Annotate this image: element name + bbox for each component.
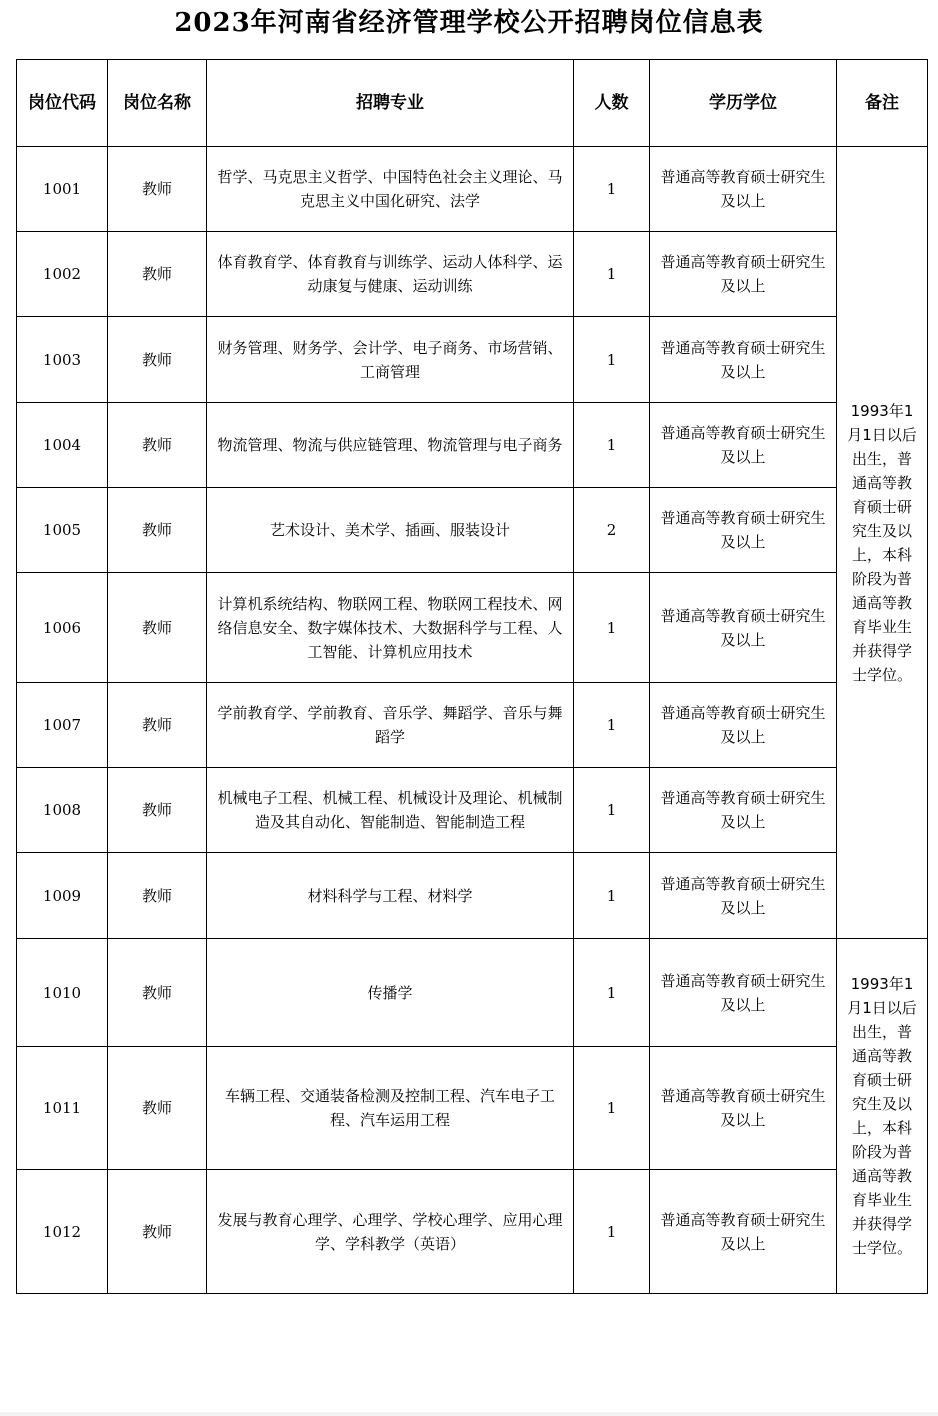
cell-major: 发展与教育心理学、心理学、学校心理学、应用心理学、学科教学（英语） — [207, 1170, 574, 1294]
header-code: 岗位代码 — [17, 60, 108, 147]
table-row — [17, 403, 928, 488]
cell-count: 1 — [574, 317, 650, 403]
cell-count: 1 — [574, 853, 650, 939]
cell-education: 普通高等教育硕士研究生及以上 — [650, 1047, 837, 1170]
cell-count: 1 — [574, 1047, 650, 1170]
recruitment-table — [16, 59, 928, 1294]
cell-count: 1 — [574, 573, 650, 683]
cell-code: 1007 — [17, 683, 108, 768]
table-row — [17, 147, 928, 232]
cell-major: 计算机系统结构、物联网工程、物联网工程技术、网络信息安全、数字媒体技术、大数据科学与工程、人工智能、计算机应用技术 — [207, 573, 574, 683]
cell-major: 材料科学与工程、材料学 — [207, 853, 574, 939]
table-row — [17, 1047, 928, 1170]
cell-count: 1 — [574, 683, 650, 768]
cell-count: 2 — [574, 488, 650, 573]
cell-name: 教师 — [108, 1047, 207, 1170]
cell-name: 教师 — [108, 403, 207, 488]
cell-count: 1 — [574, 232, 650, 317]
cell-major: 机械电子工程、机械工程、机械设计及理论、机械制造及其自动化、智能制造、智能制造工程 — [207, 768, 574, 853]
table-row — [17, 683, 928, 768]
cell-education: 普通高等教育硕士研究生及以上 — [650, 317, 837, 403]
page-bottom-divider — [0, 1412, 938, 1416]
cell-major: 财务管理、财务学、会计学、电子商务、市场营销、工商管理 — [207, 317, 574, 403]
cell-education: 普通高等教育硕士研究生及以上 — [650, 683, 837, 768]
header-major: 招聘专业 — [207, 60, 574, 147]
cell-name: 教师 — [108, 232, 207, 317]
cell-count: 1 — [574, 1170, 650, 1294]
cell-name: 教师 — [108, 147, 207, 232]
cell-name: 教师 — [108, 768, 207, 853]
cell-code: 1011 — [17, 1047, 108, 1170]
table-row — [17, 853, 928, 939]
table-row — [17, 573, 928, 683]
cell-count: 1 — [574, 147, 650, 232]
page-title: 2023年河南省经济管理学校公开招聘岗位信息表 — [174, 8, 764, 38]
cell-count: 1 — [574, 403, 650, 488]
table-row — [17, 768, 928, 853]
header-count: 人数 — [574, 60, 650, 147]
cell-major: 传播学 — [207, 939, 574, 1047]
cell-note-group1: 1993年1月1日以后出生，普通高等教育硕士研究生及以上，本科阶段为普通高等教育毕业生并获得学士学位。 — [837, 147, 928, 939]
cell-education: 普通高等教育硕士研究生及以上 — [650, 939, 837, 1047]
cell-name: 教师 — [108, 488, 207, 573]
cell-education: 普通高等教育硕士研究生及以上 — [650, 403, 837, 488]
header-name: 岗位名称 — [108, 60, 207, 147]
cell-education: 普通高等教育硕士研究生及以上 — [650, 573, 837, 683]
cell-code: 1009 — [17, 853, 108, 939]
cell-education: 普通高等教育硕士研究生及以上 — [650, 147, 837, 232]
cell-major: 物流管理、物流与供应链管理、物流管理与电子商务 — [207, 403, 574, 488]
cell-code: 1005 — [17, 488, 108, 573]
cell-code: 1002 — [17, 232, 108, 317]
table-row — [17, 1170, 928, 1294]
cell-code: 1012 — [17, 1170, 108, 1294]
cell-major: 车辆工程、交通装备检测及控制工程、汽车电子工程、汽车运用工程 — [207, 1047, 574, 1170]
cell-code: 1010 — [17, 939, 108, 1047]
cell-code: 1008 — [17, 768, 108, 853]
header-note: 备注 — [837, 60, 928, 147]
cell-major: 艺术设计、美术学、插画、服装设计 — [207, 488, 574, 573]
table-row — [17, 317, 928, 403]
cell-name: 教师 — [108, 1170, 207, 1294]
cell-note-group2: 1993年1月1日以后出生，普通高等教育硕士研究生及以上，本科阶段为普通高等教育毕业生并获得学士学位。 — [837, 939, 928, 1294]
cell-education: 普通高等教育硕士研究生及以上 — [650, 1170, 837, 1294]
cell-major: 哲学、马克思主义哲学、中国特色社会主义理论、马克思主义中国化研究、法学 — [207, 147, 574, 232]
header-row — [17, 60, 928, 147]
cell-code: 1006 — [17, 573, 108, 683]
cell-count: 1 — [574, 768, 650, 853]
table-row — [17, 488, 928, 573]
cell-education: 普通高等教育硕士研究生及以上 — [650, 853, 837, 939]
table-row — [17, 939, 928, 1047]
cell-code: 1001 — [17, 147, 108, 232]
cell-major: 学前教育学、学前教育、音乐学、舞蹈学、音乐与舞蹈学 — [207, 683, 574, 768]
cell-code: 1004 — [17, 403, 108, 488]
cell-name: 教师 — [108, 683, 207, 768]
header-education: 学历学位 — [650, 60, 837, 147]
cell-count: 1 — [574, 939, 650, 1047]
cell-name: 教师 — [108, 939, 207, 1047]
cell-major: 体育教育学、体育教育与训练学、运动人体科学、运动康复与健康、运动训练 — [207, 232, 574, 317]
cell-name: 教师 — [108, 853, 207, 939]
cell-code: 1003 — [17, 317, 108, 403]
cell-education: 普通高等教育硕士研究生及以上 — [650, 488, 837, 573]
cell-education: 普通高等教育硕士研究生及以上 — [650, 768, 837, 853]
cell-name: 教师 — [108, 317, 207, 403]
cell-name: 教师 — [108, 573, 207, 683]
table-row — [17, 232, 928, 317]
cell-education: 普通高等教育硕士研究生及以上 — [650, 232, 837, 317]
